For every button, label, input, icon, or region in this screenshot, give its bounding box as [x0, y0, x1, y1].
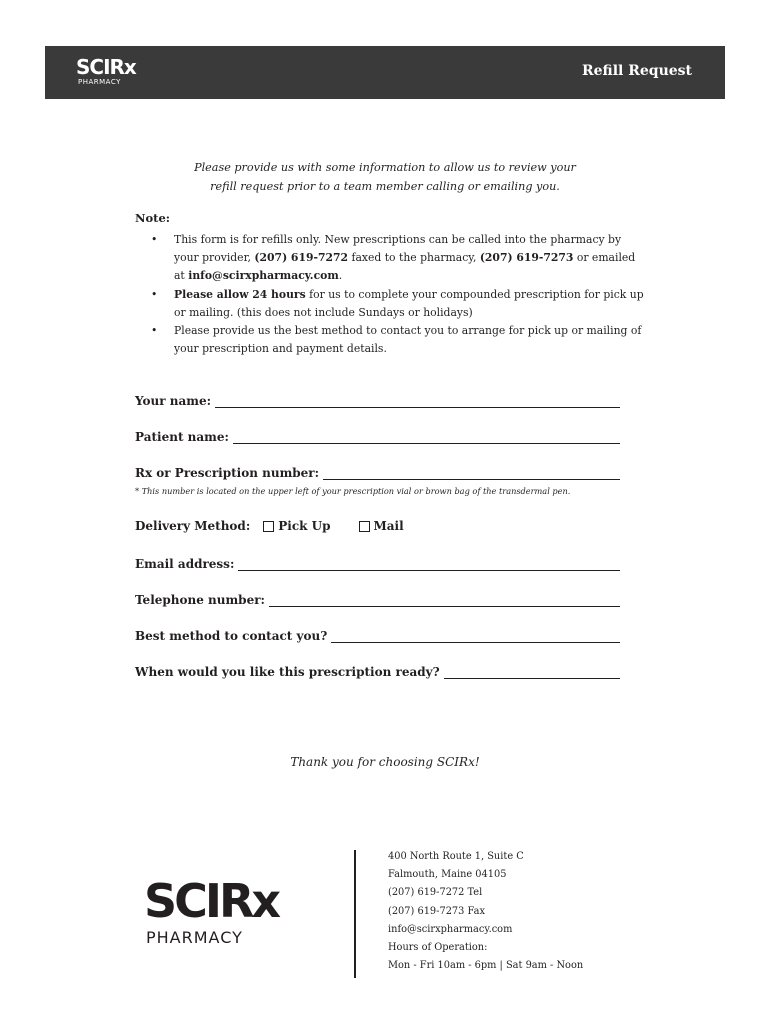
best-method-input-line[interactable] [331, 630, 620, 643]
mail-checkbox[interactable] [359, 521, 370, 532]
rx-number-input-line[interactable] [323, 467, 620, 480]
logo-mark: SCIRx [144, 874, 279, 928]
best-method-label: Best method to contact you? [135, 629, 328, 643]
contact-info [388, 848, 583, 975]
email-label: Email address: [135, 557, 235, 571]
best-method-field [135, 629, 620, 643]
note-text: or emailed at [174, 251, 636, 283]
your-name-field [135, 394, 620, 408]
footer-email[interactable]: info@scirxpharmacy.com [388, 923, 513, 935]
email-link[interactable]: info@scirxpharmacy.com [188, 269, 339, 283]
ready-when-input-line[interactable] [444, 666, 620, 679]
ready-when-field [135, 665, 620, 679]
note-text: for us to complete your compounded prescription for pick up or mailing. (this does not include Sundays or holidays) [174, 287, 644, 319]
telephone-input-line[interactable] [269, 594, 620, 607]
note-bold: Please allow 24 hours [174, 287, 306, 301]
intro-line-2: refill request prior to a team member calling or emailing you. [210, 180, 560, 193]
header-bar [45, 46, 725, 99]
mail-label: Mail [373, 519, 404, 533]
ready-when-label: When would you like this prescription ready? [135, 665, 440, 679]
intro-text [140, 158, 630, 196]
telephone-field [135, 593, 620, 607]
fax-number: (207) 619-7273 [479, 251, 574, 265]
note-title: Note: [135, 211, 171, 225]
mail-option[interactable] [359, 519, 404, 533]
note-text: This form is for refills only. New prescriptions can be called into the pharmacy by your provider, [174, 233, 622, 265]
thank-you-text: Thank you for choosing SCIRx! [290, 755, 480, 769]
pickup-checkbox[interactable] [263, 521, 274, 532]
rx-number-field [135, 466, 620, 480]
note-text: faxed to the pharmacy, [348, 251, 480, 265]
email-input-line[interactable] [238, 558, 620, 571]
logo-sub: PHARMACY [78, 78, 121, 86]
delivery-method [135, 519, 404, 533]
rx-number-label: Rx or Prescription number: [135, 466, 320, 480]
your-name-input-line[interactable] [215, 395, 620, 408]
hours-label: Hours of Operation: [388, 942, 488, 954]
patient-name-label: Patient name: [135, 430, 229, 444]
patient-name-field [135, 430, 620, 444]
scirx-logo-large [144, 876, 324, 950]
footer-fax: (207) 619-7273 Fax [388, 905, 486, 917]
pickup-label: Pick Up [278, 519, 331, 533]
note-text: . [338, 269, 343, 283]
pickup-option[interactable] [263, 519, 330, 533]
rx-number-hint: * This number is located on the upper left of your prescription vial or brown bag of the transdermal pen. [135, 486, 571, 496]
address-line-2: Falmouth, Maine 04105 [388, 869, 507, 881]
patient-name-input-line[interactable] [233, 431, 620, 444]
note-item-contact-method: • Please provide us the best method to contact you to arrange for pick up or mailing of your prescription and payment details. [135, 322, 645, 358]
your-name-label: Your name: [135, 394, 212, 408]
delivery-method-label: Delivery Method: [135, 519, 251, 533]
telephone-label: Telephone number: [135, 593, 265, 607]
email-field [135, 557, 620, 571]
scirx-logo [76, 56, 158, 90]
note-item-24-hours [135, 286, 645, 322]
hours-text: Mon - Fri 10am - 6pm | Sat 9am - Noon [388, 960, 584, 972]
intro-line-1: Please provide us with some information to allow us to review your [194, 161, 576, 174]
notes-list [135, 231, 645, 358]
address-line-1: 400 North Route 1, Suite C [388, 851, 524, 862]
logo-sub: PHARMACY [146, 928, 243, 947]
logo-mark: SCIRx [76, 55, 136, 79]
footer-tel: (207) 619-7272 Tel [388, 887, 483, 899]
footer-divider [354, 850, 356, 978]
note-item-refills-only [135, 231, 645, 286]
tel-number: (207) 619-7272 [254, 251, 349, 265]
page-title: Refill Request [582, 63, 692, 79]
